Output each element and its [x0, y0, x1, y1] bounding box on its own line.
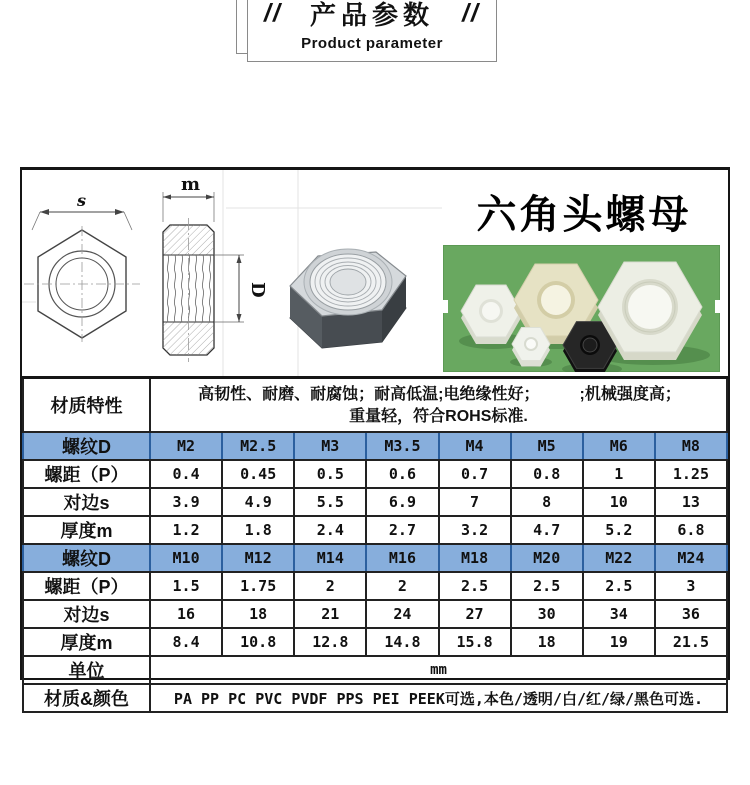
- product-photo: [443, 245, 720, 372]
- spec-cell: 2.5: [439, 572, 511, 600]
- spec-cell: 10: [583, 488, 655, 516]
- table-row-thread-1: [23, 432, 727, 460]
- spec-cell: M6: [583, 432, 655, 460]
- header-slash-right: //: [462, 0, 480, 27]
- spec-cell: 2: [294, 572, 366, 600]
- spec-cell: 5.5: [294, 488, 366, 516]
- spec-cell: M10: [150, 544, 222, 572]
- spec-cell: 10.8: [222, 628, 294, 656]
- spec-cell: 2.5: [583, 572, 655, 600]
- spec-cell: 21: [294, 600, 366, 628]
- photo-title: 六角头螺母: [476, 192, 692, 237]
- spec-cell: M14: [294, 544, 366, 572]
- content-box: [20, 167, 730, 709]
- table-row-material-color: [23, 684, 727, 712]
- spec-cell: 0.4: [150, 460, 222, 488]
- nuts-photo-illustration: [443, 245, 720, 372]
- unit-value: mm: [150, 656, 727, 684]
- spec-cell: 1.2: [150, 516, 222, 544]
- diagram-panel: [22, 170, 728, 376]
- spec-cell: M3: [294, 432, 366, 460]
- spec-cell: 14.8: [366, 628, 438, 656]
- hexnut-front-view-drawing: [24, 191, 140, 342]
- spec-cell: 0.45: [222, 460, 294, 488]
- spec-cell: 12.8: [294, 628, 366, 656]
- spec-cell: 18: [511, 628, 583, 656]
- spec-cell: 0.7: [439, 460, 511, 488]
- spec-cell: 8: [511, 488, 583, 516]
- dimension-d-label: D: [247, 282, 268, 298]
- table-row-pitch-1: [23, 460, 727, 488]
- table-row-thickness-1: [23, 516, 727, 544]
- dimension-s-label: s: [77, 191, 87, 210]
- spec-cell: 21.5: [655, 628, 727, 656]
- photo-handle-left: [443, 300, 448, 313]
- header-box: [247, 0, 497, 62]
- row-label-material: 材质特性: [23, 378, 150, 433]
- photo-handle-right: [715, 300, 720, 313]
- table-row-flats-1: [23, 488, 727, 516]
- spec-cell: 2: [366, 572, 438, 600]
- spec-cell: 8.4: [150, 628, 222, 656]
- table-row-thickness-2: [23, 628, 727, 656]
- row-label: 螺距（P）: [23, 460, 150, 488]
- spec-cell: 2.5: [511, 572, 583, 600]
- spec-cell: 1.8: [222, 516, 294, 544]
- material-line1: 高韧性、耐磨、耐腐蚀；耐高低温;电绝缘性好； ;机械强度高；: [198, 386, 681, 403]
- spec-cell: 4.9: [222, 488, 294, 516]
- spec-cell: 36: [655, 600, 727, 628]
- dimension-m-label: m: [181, 174, 201, 195]
- spec-cell: 6.9: [366, 488, 438, 516]
- spec-cell: 3.2: [439, 516, 511, 544]
- spec-cell: 1: [583, 460, 655, 488]
- row-label: 厚度m: [23, 516, 150, 544]
- spec-cell: M22: [583, 544, 655, 572]
- row-label-material-color: 材质&颜色: [23, 684, 150, 712]
- spec-cell: 13: [655, 488, 727, 516]
- row-label: 对边s: [23, 600, 150, 628]
- spec-cell: 27: [439, 600, 511, 628]
- spec-cell: 0.8: [511, 460, 583, 488]
- spec-cell: 1.75: [222, 572, 294, 600]
- spec-cell: 6.8: [655, 516, 727, 544]
- row-label: 螺纹D: [23, 544, 150, 572]
- material-properties-cell: [150, 378, 727, 433]
- spec-cell: M16: [366, 544, 438, 572]
- page-subtitle: Product parameter: [301, 35, 443, 52]
- spec-cell: 3: [655, 572, 727, 600]
- spec-cell: 4.7: [511, 516, 583, 544]
- spec-cell: 1.5: [150, 572, 222, 600]
- table-row-pitch-2: [23, 572, 727, 600]
- spec-cell: 0.5: [294, 460, 366, 488]
- spec-cell: 18: [222, 600, 294, 628]
- hexnut-3d-render: [290, 249, 406, 348]
- table-row-thread-2: [23, 544, 727, 572]
- spec-cell: 16: [150, 600, 222, 628]
- spec-cell: 3.9: [150, 488, 222, 516]
- spec-cell: 1.25: [655, 460, 727, 488]
- material-color-value: PA PP PC PVC PVDF PPS PEI PEEK可选,本色/透明/白/红/绿/黑色可选.: [150, 684, 727, 712]
- spec-cell: 24: [366, 600, 438, 628]
- spec-cell: 2.7: [366, 516, 438, 544]
- hexnut-section-view-drawing: [163, 174, 268, 362]
- spec-cell: M12: [222, 544, 294, 572]
- spec-cell: M4: [439, 432, 511, 460]
- spec-cell: 30: [511, 600, 583, 628]
- spec-cell: M24: [655, 544, 727, 572]
- spec-cell: M2.5: [222, 432, 294, 460]
- spec-cell: M8: [655, 432, 727, 460]
- spec-cell: 34: [583, 600, 655, 628]
- spec-cell: 15.8: [439, 628, 511, 656]
- spec-cell: 2.4: [294, 516, 366, 544]
- spec-cell: M2: [150, 432, 222, 460]
- row-label: 螺纹D: [23, 432, 150, 460]
- header-slash-left: //: [264, 0, 282, 27]
- table-row-flats-2: [23, 600, 727, 628]
- row-label-unit: 单位: [23, 656, 150, 684]
- table-row-unit: [23, 656, 727, 684]
- row-label: 厚度m: [23, 628, 150, 656]
- spec-cell: 0.6: [366, 460, 438, 488]
- spec-table: [22, 376, 728, 713]
- material-line2: 重量轻，符合ROHS标准.: [349, 408, 528, 425]
- spec-cell: M18: [439, 544, 511, 572]
- table-row-material: [23, 378, 727, 433]
- page-title: 产品参数: [309, 0, 434, 30]
- spec-cell: 7: [439, 488, 511, 516]
- spec-cell: M3.5: [366, 432, 438, 460]
- row-label: 螺距（P）: [23, 572, 150, 600]
- spec-cell: 5.2: [583, 516, 655, 544]
- row-label: 对边s: [23, 488, 150, 516]
- spec-cell: M5: [511, 432, 583, 460]
- spec-cell: 19: [583, 628, 655, 656]
- spec-cell: M20: [511, 544, 583, 572]
